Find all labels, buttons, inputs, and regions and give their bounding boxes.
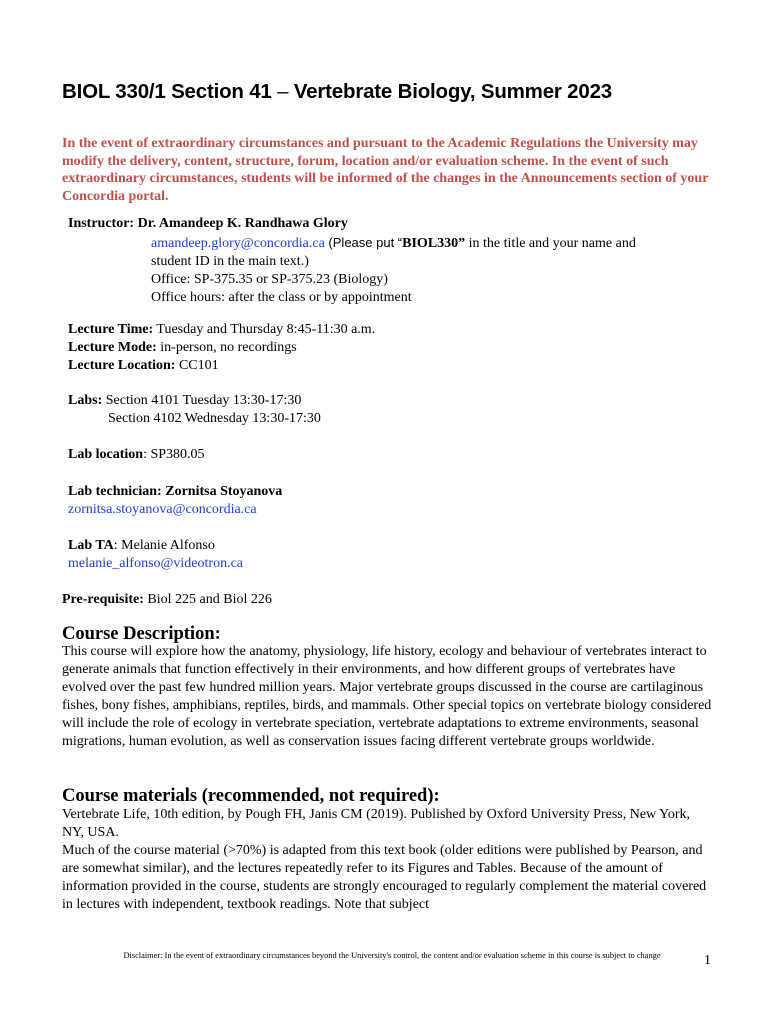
lecture-section [68,321,728,375]
prerequisite [62,591,722,609]
course-description-heading: Course Description: [62,624,221,644]
ta-value: : Melanie Alfonso [113,538,215,553]
lecture-mode-label: Lecture Mode: [68,340,157,355]
extraordinary-circumstances-notice: In the event of extraordinary circumstances and pursuant to the Academic Regulations the University may modify the delivery, content, structure, forum, location and/or evaluation scheme. In the event of such extraordinary circumstances, students will be informed of the changes in the Announcements section of your Concordia portal. [62,136,709,204]
labs-line2: Section 4102 Wednesday 13:30-17:30 [108,411,321,426]
labs-label: Labs: [68,393,103,408]
title-dash: – [277,80,289,103]
labs-line1: Section 4101 Tuesday 13:30-17:30 [102,393,302,408]
course-materials-body: Much of the course material (>70%) is adapted from this text book (older editions were published by Pearson, and are somewhat similar), and the lectures repeatedly refer to its Figures and Tables. Because of the amount of information provided in the course, students are strongly encouraged to regularly complement the material covered in lectures with independent, textbook readings. Note that subject [62,843,707,912]
email-note-line2: student ID in the main text.) [151,254,309,269]
course-materials-text [62,806,714,914]
ta-section [68,537,728,573]
footer-disclaimer: Disclaimer: In the event of extraordinary circumstances beyond the University's control, the content and/or evaluation scheme in this course is subject to change [123,951,661,960]
title-rest: Vertebrate Biology, Summer 2023 [293,80,612,103]
ta-email-link[interactable]: melanie_alfonso@videotron.ca [68,556,243,571]
lecture-location-label: Lecture Location: [68,358,176,373]
lecture-location-value: CC101 [175,358,219,373]
lab-location-value: : SP380.05 [143,447,205,462]
labs-section [68,392,728,428]
instructor-label: Instructor: Dr. Amandeep K. Randhawa Glory [68,216,348,231]
technician-email-link[interactable]: zornitsa.stoyanova@concordia.ca [68,502,257,517]
course-materials-citation: Vertebrate Life, 10th edition, by Pough FH, Janis CM (2019). Published by Oxford University Press, New York, NY, USA. [62,807,691,840]
prereq-value: Biol 225 and Biol 226 [143,592,272,607]
course-materials-heading: Course materials (recommended, not required): [62,786,440,806]
technician-label: Lab technician: Zornitsa Stoyanova [68,484,283,499]
title-course: BIOL 330/1 Section 41 [62,80,272,103]
lecture-time-label: Lecture Time: [68,322,154,337]
lab-location-label: Lab location [68,447,144,462]
instructor-section [68,215,728,307]
email-note-pre: (Please put “ [324,235,403,250]
page-title [62,79,722,105]
instructor-office: Office: SP-375.35 or SP-375.23 (Biology) [151,272,388,287]
lab-location [68,446,728,464]
email-note-post: in the title and your name and [465,236,636,251]
technician-section [68,483,728,519]
ta-label: Lab TA [68,538,114,553]
instructor-office-hours: Office hours: after the class or by appointment [151,290,412,305]
course-description-body: This course will explore how the anatomy, physiology, life history, ecology and behaviour of vertebrates interact to generate animals that function effectively in their environments, and how different groups of vertebrates have evolved over the past few hundred million years. Major vertebrate groups discussed in the course are cartilaginous fishes, bony fishes, amphibians, reptiles, birds, and mammals. Other special topics on vertebrate biology considered will include the role of ecology in vertebrate speciation, vertebrate adaptations to extreme environments, seasonal migrations, human evolution, as well as conservation issues facing different vertebrate groups worldwide. [62,644,712,749]
page-number: 1 [704,953,711,968]
instructor-email-link[interactable]: amandeep.glory@concordia.ca [151,236,325,251]
prereq-label: Pre-requisite: [62,592,144,607]
lecture-mode-value: in-person, no recordings [156,340,297,355]
lecture-time-value: Tuesday and Thursday 8:45-11:30 a.m. [153,322,376,337]
email-note-bold: BIOL330” [402,236,466,251]
